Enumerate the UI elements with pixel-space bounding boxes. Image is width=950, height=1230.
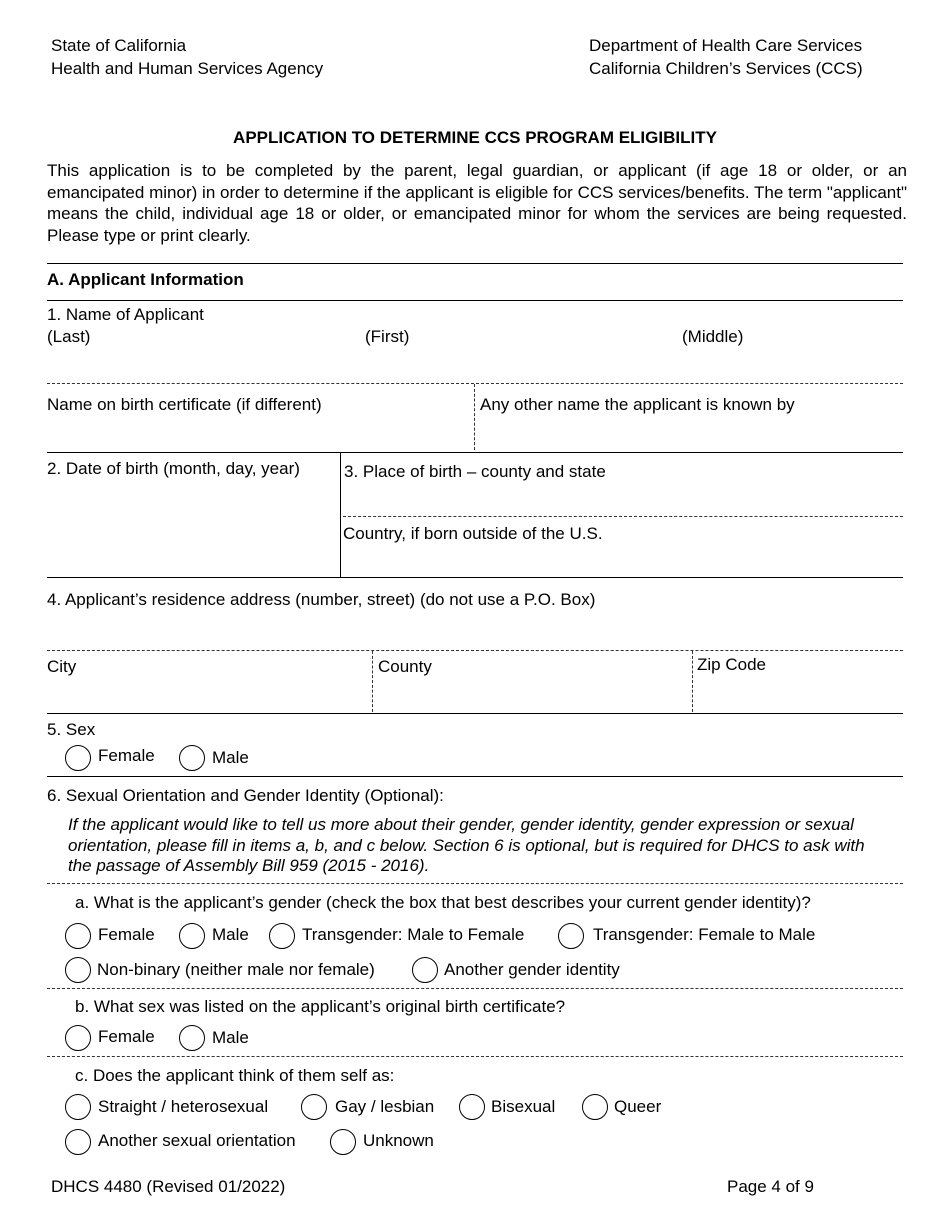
gender-ftm-radio[interactable] [558,923,584,949]
dashed-divider [47,1056,903,1057]
birth-cert-name-field[interactable] [47,418,471,450]
footer-page-number: Page 4 of 9 [727,1177,814,1196]
q1-first-label: (First) [365,327,410,346]
gender-mtf-label: Transgender: Male to Female [302,925,525,944]
orientation-gay-radio[interactable] [301,1094,327,1120]
dashed-divider [47,988,903,989]
divider [47,452,903,453]
footer-form-id: DHCS 4480 (Revised 01/2022) [51,1177,286,1196]
gender-mtf-radio[interactable] [269,923,295,949]
divider [47,300,903,301]
gender-male-radio[interactable] [179,923,205,949]
other-name-field[interactable] [478,418,903,450]
orientation-unknown-label: Unknown [363,1131,434,1150]
header-agency-name: Health and Human Services Agency [51,59,324,78]
dashed-column-divider [692,651,693,712]
county-label: County [378,657,432,676]
orientation-another-label: Another sexual orientation [98,1131,296,1150]
orientation-straight-radio[interactable] [65,1094,91,1120]
birth-sex-male-radio[interactable] [179,1025,205,1051]
sex-female-label: Female [98,746,155,765]
residence-address-field[interactable] [47,613,903,647]
dashed-divider [343,516,903,517]
city-label: City [47,657,77,676]
q3-label: 3. Place of birth – county and state [344,462,606,481]
county-field[interactable] [376,680,689,712]
q2-label: 2. Date of birth (month, day, year) [47,459,300,478]
gender-another-label: Another gender identity [444,960,620,979]
orientation-bisexual-label: Bisexual [491,1097,556,1116]
page-title: APPLICATION TO DETERMINE CCS PROGRAM ELIGIBILITY [233,128,717,147]
gender-female-radio[interactable] [65,923,91,949]
dashed-divider [47,883,903,884]
gender-nonbinary-label: Non-binary (neither male nor female) [97,960,375,979]
dashed-column-divider [474,384,475,450]
country-label: Country, if born outside of the U.S. [343,524,603,543]
gender-nonbinary-radio[interactable] [65,957,91,983]
divider [47,577,903,578]
q1-last-label: (Last) [47,327,91,346]
orientation-unknown-radio[interactable] [330,1129,356,1155]
header-agency-state: State of California [51,36,187,55]
birth-sex-female-label: Female [98,1027,155,1046]
dashed-divider [47,650,903,651]
date-of-birth-field[interactable] [47,482,337,576]
other-name-label: Any other name the applicant is known by [480,395,795,414]
birth-sex-male-label: Male [212,1028,249,1047]
gender-another-radio[interactable] [412,957,438,983]
divider [47,713,903,714]
q6-note: If the applicant would like to tell us more about their gender, gender identity, gender expression or sexual orientation, please fill in items a, b, and c below. Section 6 is optional, but is required for DHCS to ask with the passage of Assembly Bill 959 (2015 - 2016). [68,815,865,875]
applicant-name-field[interactable] [47,347,903,381]
orientation-bisexual-radio[interactable] [459,1094,485,1120]
q1-label: 1. Name of Applicant [47,305,204,324]
q6c-question: c. Does the applicant think of them self as: [75,1066,395,1085]
gender-ftm-label: Transgender: Female to Male [593,925,816,944]
intro-paragraph: This application is to be completed by the parent, legal guardian, or applicant (if age 18 or older, or an emancipated minor) in order to determine if the applicant is eligible for CCS services/benefits. The term "applicant" means the child, individual age 18 or older, or emancipated minor for whom the services are being requested. Please type or print clearly. [47,161,907,245]
place-of-birth-field[interactable] [343,484,903,514]
q6b-question: b. What sex was listed on the applicant’s original birth certificate? [75,997,566,1016]
orientation-straight-label: Straight / heterosexual [98,1097,269,1116]
zip-label: Zip Code [697,655,766,674]
zip-code-field[interactable] [696,680,903,712]
header-program: California Children’s Services (CCS) [589,59,863,78]
city-field[interactable] [47,680,369,712]
q1-middle-label: (Middle) [682,327,744,346]
column-divider [340,452,341,577]
divider [47,263,903,264]
country-of-birth-field[interactable] [343,546,903,576]
q6-label: 6. Sexual Orientation and Gender Identity (Optional): [47,786,444,805]
gender-male-label: Male [212,925,249,944]
birth-cert-name-label: Name on birth certificate (if different) [47,395,322,414]
orientation-queer-radio[interactable] [582,1094,608,1120]
orientation-another-radio[interactable] [65,1129,91,1155]
sex-male-radio[interactable] [179,745,205,771]
dashed-column-divider [372,651,373,712]
orientation-queer-label: Queer [614,1097,662,1116]
dashed-divider [47,383,903,384]
sex-male-label: Male [212,748,249,767]
divider [47,776,903,777]
sex-female-radio[interactable] [65,745,91,771]
section-a-heading: A. Applicant Information [47,270,244,289]
orientation-gay-label: Gay / lesbian [335,1097,435,1116]
gender-female-label: Female [98,925,155,944]
header-department: Department of Health Care Services [589,36,863,55]
birth-sex-female-radio[interactable] [65,1025,91,1051]
q5-label: 5. Sex [47,720,96,739]
q4-label: 4. Applicant’s residence address (number, street) (do not use a P.O. Box) [47,590,596,609]
q6a-question: a. What is the applicant’s gender (check the box that best describes your current gender identity)? [75,893,811,912]
